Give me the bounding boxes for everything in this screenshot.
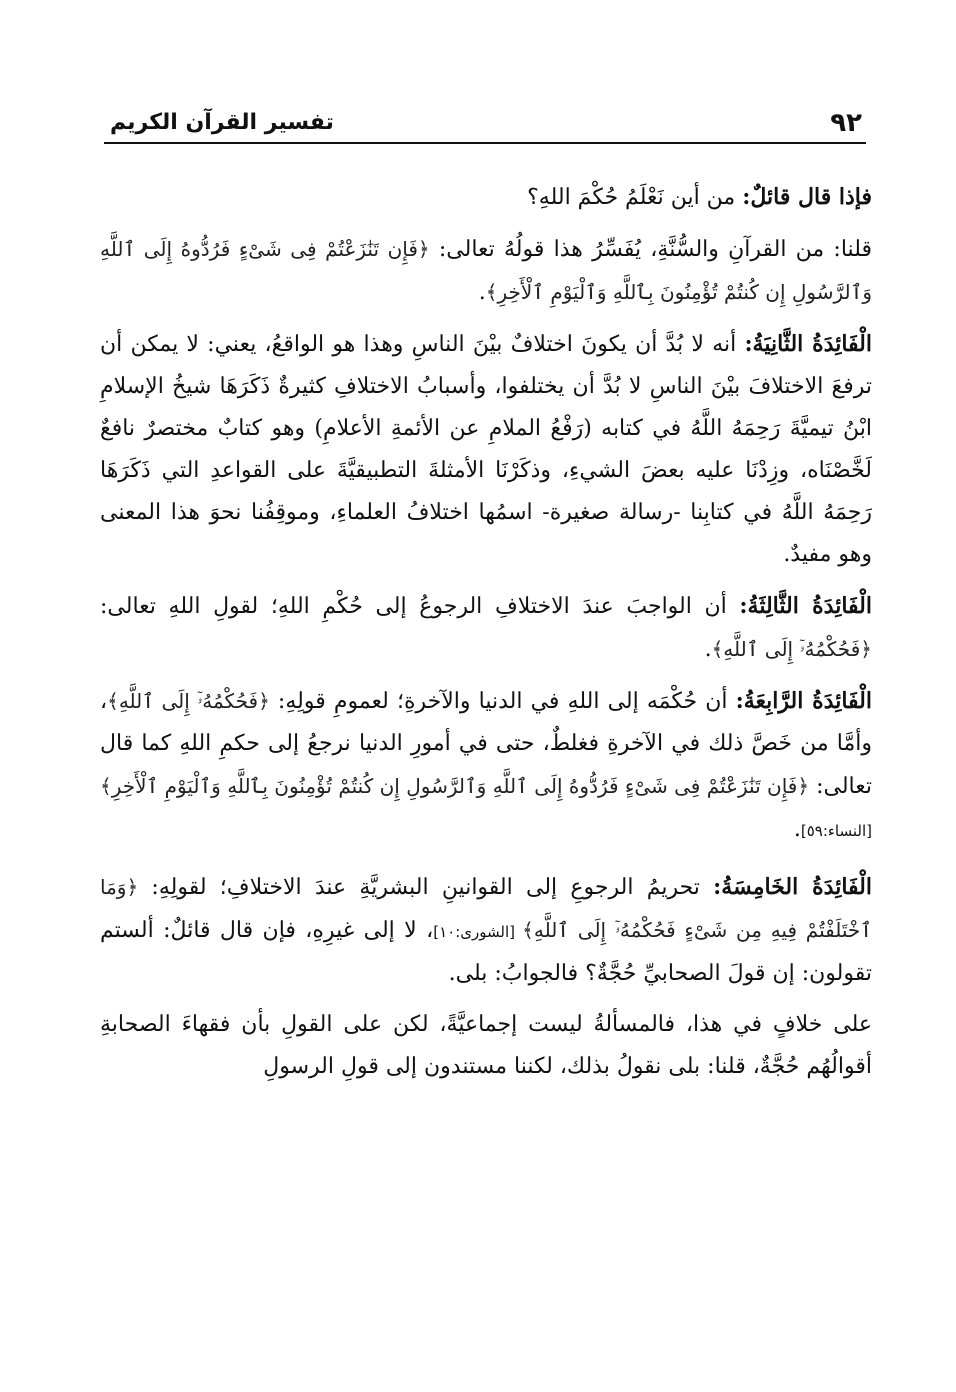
quran-verse: ﴿فَحُكْمُهُۥٓ إِلَى ٱللَّهِ﴾ — [711, 637, 872, 661]
quran-verse: ﴿وَمَا ٱخْتَلَفْتُمْ فِيهِ مِن شَىْءٍ فَحُكْمُهُۥٓ إِلَى ٱللَّهِ﴾ — [100, 875, 872, 942]
paragraph-benefit-5 — [100, 866, 872, 995]
paragraph-text-after: . — [704, 637, 712, 662]
paragraph-benefit-2 — [100, 323, 872, 576]
quran-verse-2: ﴿فَإِن تَنَٰزَعْتُمْ فِى شَىْءٍ فَرُدُّوهُ إِلَى ٱللَّهِ وَٱلرَّسُولِ إِن كُنتُمْ تُؤْمِنُونَ بِٱللَّهِ وَٱلْيَوْمِ ٱلْأَخِرِ﴾ — [100, 774, 810, 798]
paragraph-text: أن حُكْمَه إلى اللهِ في الدنيا والآخرةِ؛ لعمومِ قولِهِ: — [269, 689, 736, 714]
verse-reference: [الشورى:١٠] — [433, 923, 523, 941]
page-header — [104, 108, 864, 138]
paragraph-text-after: ، لا إلى غيرِهِ، فإن قال قائلٌ: ألستم تقولون: إن قولَ الصحابيِّ حُجَّةٌ؟ فالجوابُ: بلى. — [100, 918, 872, 986]
page-number: ٩٢ — [830, 108, 862, 138]
paragraph-answer — [100, 228, 872, 314]
paragraph-text: على خلافٍ في هذا، فالمسألةُ ليست إجماعيَّةً، لكن على القولِ بأن فقهاءَ الصحابةِ أقوالُهُم حُجَّةٌ، قلنا: بلى نقولُ بذلك، لكننا مستندون إلى قولِ الرسولِ — [100, 1012, 872, 1079]
page-body — [100, 176, 872, 1088]
quran-verse: ﴿فَحُكْمُهُۥٓ إِلَى ٱللَّهِ﴾ — [107, 689, 270, 713]
paragraph-benefit-3 — [100, 585, 872, 671]
header-rule — [104, 142, 866, 144]
paragraph-text: أن الواجبَ عندَ الاختلافِ الرجوعُ إلى حُكْمِ اللهِ؛ لقولِ اللهِ تعالى: — [100, 594, 740, 619]
paragraph-benefit-4 — [100, 680, 872, 852]
quran-verse: ﴿فَإِن تَنَٰزَعْتُمْ فِى شَىْءٍ فَرُدُّوهُ إِلَى ٱللَّهِ وَٱلرَّسُولِ إِن كُنتُمْ تُؤْمِنُونَ بِٱللَّهِ وَٱلْيَوْمِ ٱلْأَخِرِ﴾ — [100, 237, 872, 304]
paragraph-text-after-2: . — [793, 817, 801, 842]
paragraph-text: من أين نَعْلَمُ حُكْمَ اللهِ؟ — [527, 185, 743, 210]
paragraph-text: قلنا: من القرآنِ والسُّنَّةِ، يُفَسِّرُ هذا قولُهُ تعالى: — [429, 237, 872, 262]
paragraph-text-after: ، وأمَّا من خَصَّ ذلك في الآخرةِ فغلطٌ، حتى في أمورِ الدنيا نرجعُ إلى حكمِ اللهِ كما قال تعالى: — [100, 689, 872, 799]
paragraph-text-after: . — [478, 280, 486, 305]
paragraph-label: الْفَائِدَةُ الثَّالِثَةُ: — [739, 593, 872, 619]
paragraph-text: تحريمُ الرجوعِ إلى القوانينِ البشريَّةِ عندَ الاختلافِ؛ لقولِهِ: — [138, 875, 714, 900]
paragraph-label: الْفَائِدَةُ الخَامِسَةُ: — [713, 874, 872, 900]
paragraph-label: الْفَائِدَةُ الثَّانِيَةُ: — [744, 331, 872, 357]
paragraph-text: أنه لا بُدَّ أن يكونَ اختلافٌ بيْنَ الناسِ وهذا هو الواقعُ، يعني: لا يمكن أن ترفعَ الاختلافَ بيْنَ الناسِ لا بُدَّ أن يختلفوا، وأسبابُ الاختلافِ كثيرةٌ ذَكَرَهَا شيخُ الإسلامِ ابْنُ تيميَّةَ رَحِمَهُ اللَّهُ في كتابه (رَفْعُ الملامِ عن الأئمةِ الأعلامِ) وهو كتابٌ مختصرٌ نافعٌ لَخَّصْنَاه، وزِدْنَا عليه بعضَ الشيءِ، وذكَرْنَا الأمثلةَ التطبيقيَّةَ على القواعدِ التي ذَكَرَهَا رَحِمَهُ اللَّهُ في كتابِنا -رسالة صغيرة- اسمُها اختلافُ العلماءِ، وموقِفُنا نحوَ هذا المعنى وهو مفيدٌ. — [100, 332, 872, 567]
book-title: تفسير القرآن الكريم — [110, 110, 334, 135]
paragraph-question — [100, 176, 872, 219]
paragraph-continuation — [100, 1004, 872, 1088]
paragraph-label: الْفَائِدَةُ الرَّابِعَةُ: — [735, 688, 872, 714]
paragraph-label: فإذا قال قائلٌ: — [742, 184, 872, 210]
verse-reference: [النساء:٥٩] — [800, 822, 872, 840]
